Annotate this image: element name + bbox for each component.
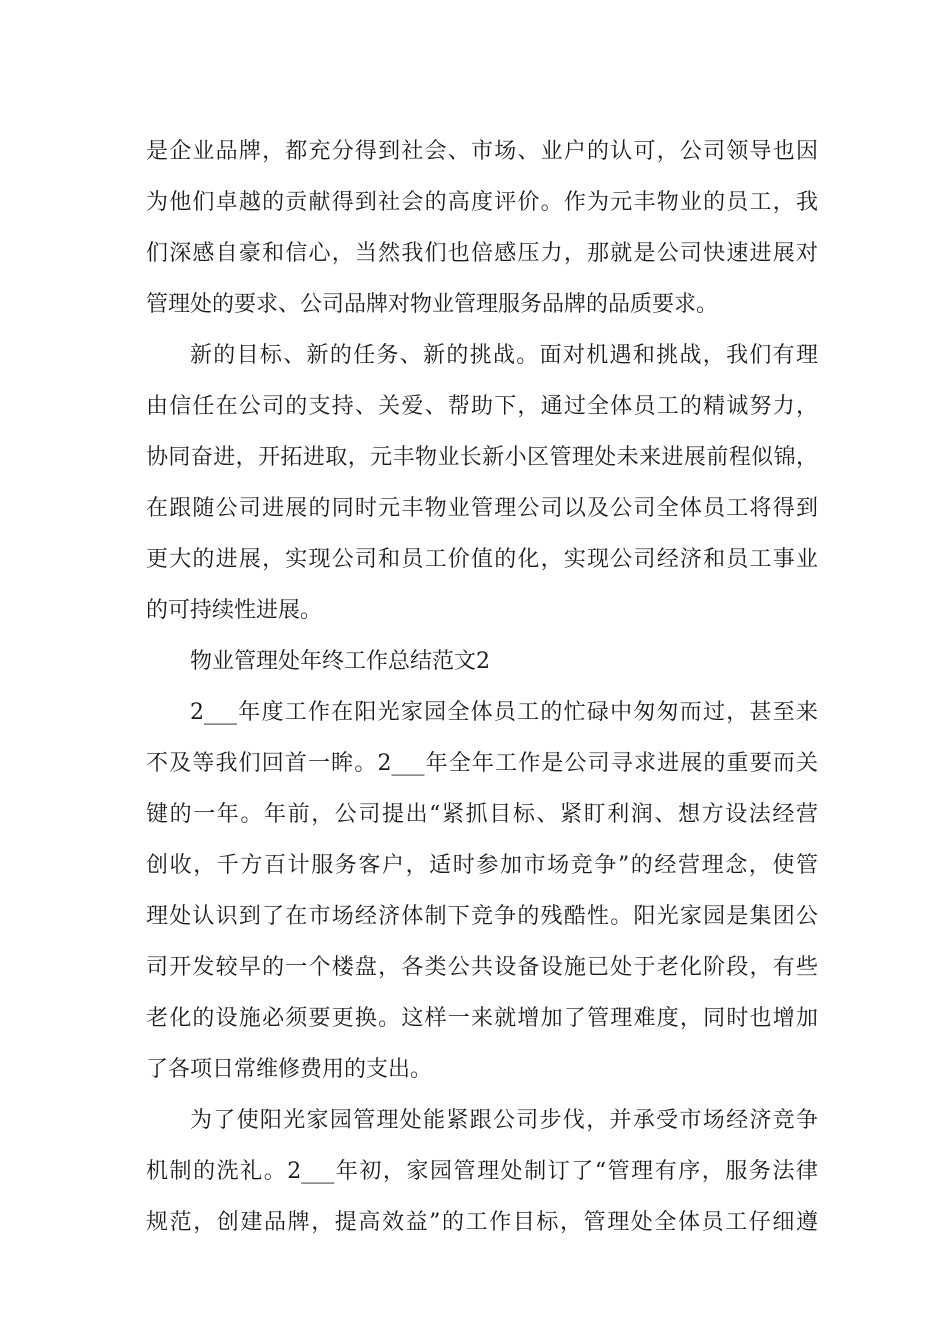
text-line: 协同奋进，开拓进取，元丰物业长新小区管理处未来进展前程似锦， (146, 445, 818, 470)
text-line: 创收，千方百计服务客户，适时参加市场竞争”的经营理念，使管 (146, 853, 818, 878)
document-body (146, 126, 818, 1248)
text-line: 理处认识到了在市场经济体制下竞争的残酷性。阳光家园是集团公 (146, 904, 818, 929)
paragraph (146, 1095, 818, 1248)
text-line: 的可持续性进展。 (146, 598, 323, 623)
paragraph (146, 126, 818, 330)
section-heading (146, 636, 818, 687)
text-line: 由信任在公司的支持、关爱、帮助下，通过全体员工的精诚努力， (146, 394, 818, 419)
text-line: 键的一年。年前，公司提出“紧抓目标、紧盯利润、想方设法经营 (146, 802, 818, 827)
text-line: 为了使阳光家园管理处能紧跟公司步伐，并承受市场经济竞争 (190, 1108, 818, 1133)
text-line: 机制的洗礼。2___年初，家园管理处制订了“管理有序，服务法律 (146, 1159, 818, 1184)
text-line: 管理处的要求、公司品牌对物业管理服务品牌的品质要求。 (146, 292, 719, 317)
paragraph (146, 687, 818, 1095)
text-line: 为他们卓越的贡献得到社会的高度评价。作为元丰物业的员工，我 (146, 190, 818, 215)
text-line: 了各项日常维修费用的支出。 (146, 1057, 433, 1082)
text-line: 司开发较早的一个楼盘，各类公共设备设施已处于老化阶段，有些 (146, 955, 818, 980)
text-line: 2___年度工作在阳光家园全体员工的忙碌中匆匆而过，甚至来 (190, 700, 818, 725)
text-line: 是企业品牌，都充分得到社会、市场、业户的认可，公司领导也因 (146, 139, 818, 164)
text-line: 们深感自豪和信心，当然我们也倍感压力，那就是公司快速进展对 (146, 241, 818, 266)
text-line: 不及等我们回首一眸。2___年全年工作是公司寻求进展的重要而关 (146, 751, 818, 776)
text-line: 老化的设施必须要更换。这样一来就增加了管理难度，同时也增加 (146, 1006, 818, 1031)
text-line: 在跟随公司进展的同时元丰物业管理公司以及公司全体员工将得到 (146, 496, 818, 521)
text-line: 更大的进展，实现公司和员工价值的化，实现公司经济和员工事业 (146, 547, 818, 572)
paragraph (146, 330, 818, 636)
text-line: 新的目标、新的任务、新的挑战。面对机遇和挑战，我们有理 (190, 343, 818, 368)
text-line: 规范，创建品牌，提高效益”的工作目标，管理处全体员工仔细遵 (146, 1210, 818, 1235)
heading-text: 物业管理处年终工作总结范文2 (190, 649, 490, 674)
